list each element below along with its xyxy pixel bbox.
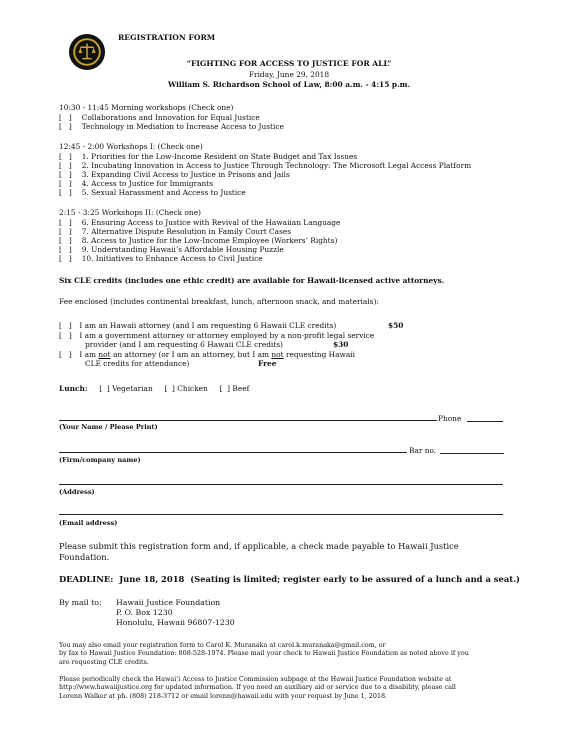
fee-option-gov-attorney-line2: provider (and I am requesting 6 Hawaii CLE credits) (85, 340, 283, 349)
fee-heading: Fee enclosed (includes continental breakfast, lunch, afternoon snack, and materials): (59, 297, 379, 306)
ws2-item-6[interactable]: [ ] 6. Ensuring Access to Justice with Revival of the Hawaiian Language (59, 218, 341, 227)
fee-option-non-attorney[interactable]: [ ] I am not an attorney (or I am an attorney, but I am not requesting Hawaii (59, 350, 355, 359)
lunch-option-chicken[interactable]: [ ] Chicken (164, 384, 208, 393)
ws2-item-8[interactable]: [ ] 8. Access to Justice for the Low-Income Employee (Workers’ Rights) (59, 236, 338, 245)
address-field[interactable] (59, 484, 503, 485)
mail-line-2: P. O. Box 1230 (116, 608, 173, 617)
lunch-row (59, 384, 249, 393)
morning-item-1[interactable]: [ ] Collaborations and Innovation for Equal Justice (59, 113, 260, 122)
bar-number-label: Bar no. (409, 446, 437, 455)
mail-label: By mail to: (59, 598, 102, 607)
ws1-item-1[interactable]: [ ] 1. Priorities for the Low-Income Resident on State Budget and Tax Issues (59, 152, 358, 161)
ws1-item-4[interactable]: [ ] 4. Access to Justice for Immigrants (59, 179, 214, 188)
ws2-item-10[interactable]: [ ] 10. Initiatives to Enhance Access to Civil Justice (59, 254, 263, 263)
name-field-label: (Your Name / Please Print) (59, 423, 158, 431)
fee-option-non-attorney-line2: CLE credits for attendance) (85, 359, 190, 368)
phone-label: Phone (438, 414, 462, 423)
event-venue-time: William S. Richardson School of Law, 8:00 a.m. - 4:15 p.m. (167, 80, 411, 89)
event-date: Friday, June 29, 2018 (248, 70, 330, 79)
ws1-item-2[interactable]: [ ] 2. Incubating Innovation in Access to Justice Through Technology: The Microsoft Legal Access Platform (59, 161, 472, 170)
firm-field-label: (Firm/company name) (59, 456, 141, 464)
mail-line-3: Honolulu, Hawaii 96807-1230 (116, 618, 235, 627)
fee-price-30: $30 (333, 340, 349, 349)
fee-price-50: $50 (388, 321, 404, 330)
mail-line-1: Hawaii Justice Foundation (116, 598, 221, 607)
ws2-item-9[interactable]: [ ] 9. Understanding Hawaii’s Affordable Housing Puzzle (59, 245, 284, 254)
form-title: REGISTRATION FORM (118, 33, 216, 42)
ws1-heading: 12:45 - 2:00 Workshops I: (Check one) (59, 142, 203, 151)
phone-field[interactable] (467, 421, 503, 422)
firm-field[interactable] (59, 452, 407, 453)
ws1-item-3[interactable]: [ ] 3. Expanding Civil Access to Justice in Prisons and Jails (59, 170, 290, 179)
ws2-item-7[interactable]: [ ] 7. Alternative Dispute Resolution in Family Court Cases (59, 227, 292, 236)
fee-option-gov-attorney[interactable]: [ ] I am a government attorney or attorney employed by a non-profit legal service (59, 331, 375, 340)
bar-number-field[interactable] (440, 453, 504, 454)
cle-note: Six CLE credits (includes one ethic credit) are available for Hawaii-licensed active attorneys. (59, 276, 445, 285)
lunch-label: Lunch: (59, 384, 88, 393)
lunch-option-beef[interactable]: [ ] Beef (219, 384, 250, 393)
lunch-option-vegetarian[interactable]: [ ] Vegetarian (99, 384, 153, 393)
deadline-label: DEADLINE: (59, 574, 114, 584)
submit-note: Please submit this registration form and, if applicable, a check made payable to Hawaii Justice Foundation. (59, 541, 459, 562)
fee-price-free: Free (258, 359, 277, 368)
fee-option-hawaii-attorney[interactable]: [ ] I am an Hawaii attorney (and I am requesting 6 Hawaii CLE credits) (59, 321, 337, 330)
footer-paragraph-1: You may also email your registration form to Carol K. Muranaka at carol.k.muranaka@gmail.com, or by fax to Hawaii Justice Foundation: 808-528-1974. Please mail your check to Hawaii Justice Foundation as noted above if you are requesting CLE credits. (59, 641, 469, 666)
deadline-date: June 18, 2018 (119, 574, 185, 584)
deadline-note: (Seating is limited; register early to be assured of a lunch and a seat.) (190, 574, 521, 584)
email-field-label: (Email address) (59, 519, 118, 527)
morning-heading: 10:30 - 11:45 Morning workshops (Check one) (59, 103, 234, 112)
deadline-row (59, 574, 520, 584)
ws1-item-5[interactable]: [ ] 5. Sexual Harassment and Access to Justice (59, 188, 246, 197)
address-field-label: (Address) (59, 488, 95, 496)
ws2-heading: 2:15 - 3:25 Workshops II: (Check one) (59, 208, 201, 217)
email-field[interactable] (59, 514, 503, 515)
footer-paragraph-2: Please periodically check the Hawai‘i Access to Justice Commission subpage at the Hawaii Justice Foundation website at http://www.hawaiijustice.org for updated information. If you need an auxiliary aid or service due to a disability, please call Lorenn Walker at ph. (808) 218-3712 or email lorenn@hawaii.edu with your request by June 1, 2018. (59, 675, 456, 700)
morning-item-2[interactable]: [ ] Technology in Mediation to Increase Access to Justice (59, 122, 284, 131)
event-title: “FIGHTING FOR ACCESS TO JUSTICE FOR ALL” (186, 59, 392, 68)
name-field[interactable] (59, 420, 437, 421)
